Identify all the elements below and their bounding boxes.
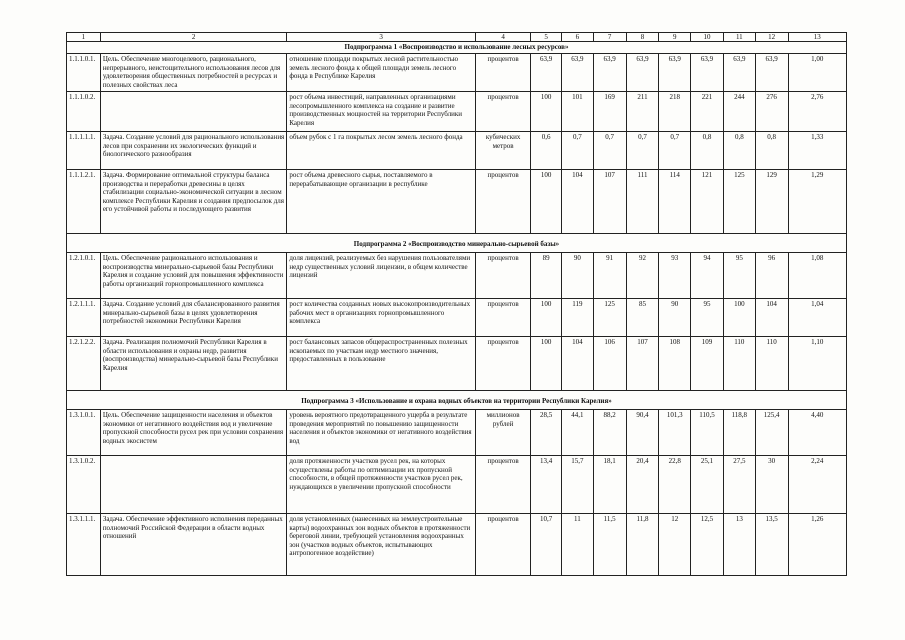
table-row [67, 410, 847, 456]
final-ratio: 1,08 [788, 253, 847, 299]
yearly-value: 0,8 [755, 132, 788, 170]
unit-of-measure: процентов [475, 514, 530, 576]
final-ratio: 1,33 [788, 132, 847, 170]
yearly-value: 63,9 [626, 54, 659, 92]
column-number: 8 [626, 33, 659, 42]
subprogram-heading-row [67, 42, 847, 54]
yearly-value: 90 [562, 253, 594, 299]
yearly-value: 63,9 [723, 54, 755, 92]
yearly-value: 44,1 [562, 410, 594, 456]
yearly-value: 89 [531, 253, 562, 299]
yearly-value: 93 [659, 253, 691, 299]
yearly-value: 0,7 [659, 132, 691, 170]
goal-text: Цель. Обеспечение многоцелевого, рационального, непрерывного, неистощительного использования лесов для удовлетворения общественных потребностей в ресурсах и полезных свойствах леса [100, 54, 287, 92]
unit-of-measure: процентов [475, 337, 530, 391]
yearly-value: 88,2 [593, 410, 626, 456]
table-row [67, 253, 847, 299]
yearly-value: 106 [593, 337, 626, 391]
goal-text: Цель. Обеспечение защищенности населения и объектов экономики от негативного воздействия вод и увеличение пропускной способности русел рек при условии сохранения водных экосистем [100, 410, 287, 456]
yearly-value: 0,7 [593, 132, 626, 170]
yearly-value: 12,5 [691, 514, 724, 576]
goal-text: Цель. Обеспечение рационального использования и воспроизводства минерально-сырьевой базы Республики Карелия и создание условий для повышения эффективности работы организаций горнопромышленного комплекса [100, 253, 287, 299]
unit-of-measure: процентов [475, 299, 530, 337]
indicator-name: рост балансовых запасов общераспространенных полезных ископаемых по участкам недр местного значения, предоставленных в пользование [287, 337, 476, 391]
yearly-value: 28,5 [531, 410, 562, 456]
indicator-name: доля установленных (нанесенных на землеустроительные карты) водоохранных зон водных объектов в протяженности береговой линии, требующей установления водоохранных зон (участков водных объектов, испытывающих антропогенное воздействие) [287, 514, 476, 576]
yearly-value: 104 [562, 337, 594, 391]
indicator-code: 1.2.1.1.1. [67, 299, 101, 337]
goal-text: Задача. Обеспечение эффективного исполнения переданных полномочий Российской Федерации в области водных отношений [100, 514, 287, 576]
yearly-value: 96 [755, 253, 788, 299]
indicator-code: 1.3.1.1.1. [67, 514, 101, 576]
column-number: 11 [723, 33, 755, 42]
yearly-value: 11,8 [626, 514, 659, 576]
table-row [67, 170, 847, 234]
goal-text: Задача. Создание условий для рационального использования лесов при сохранении их экологических функций и биологического разнообразия [100, 132, 287, 170]
yearly-value: 63,9 [659, 54, 691, 92]
yearly-value: 169 [593, 92, 626, 132]
yearly-value: 108 [659, 337, 691, 391]
yearly-value: 110 [755, 337, 788, 391]
subprogram-heading-row [67, 391, 847, 410]
final-ratio: 1,04 [788, 299, 847, 337]
yearly-value: 11,5 [593, 514, 626, 576]
yearly-value: 104 [562, 170, 594, 234]
column-number: 2 [100, 33, 287, 42]
table-row [67, 456, 847, 514]
indicator-code: 1.1.1.2.1. [67, 170, 101, 234]
yearly-value: 13 [723, 514, 755, 576]
yearly-value: 91 [593, 253, 626, 299]
yearly-value: 63,9 [531, 54, 562, 92]
indicator-code: 1.1.1.0.1. [67, 54, 101, 92]
yearly-value: 100 [531, 170, 562, 234]
indicator-code: 1.2.1.2.2. [67, 337, 101, 391]
yearly-value: 107 [593, 170, 626, 234]
yearly-value: 218 [659, 92, 691, 132]
yearly-value: 109 [691, 337, 724, 391]
yearly-value: 63,9 [691, 54, 724, 92]
indicator-name: уровень вероятного предотвращенного ущерба в результате проведения мероприятий по повышению защищенности населения и объектов экономики от негативного воздействия вод [287, 410, 476, 456]
goal-text [100, 456, 287, 514]
column-number-row [67, 33, 847, 42]
unit-of-measure: кубических метров [475, 132, 530, 170]
yearly-value: 100 [723, 299, 755, 337]
yearly-value: 125,4 [755, 410, 788, 456]
table-row [67, 299, 847, 337]
yearly-value: 107 [626, 337, 659, 391]
yearly-value: 114 [659, 170, 691, 234]
unit-of-measure: процентов [475, 54, 530, 92]
subprogram-title: Подпрограмма 1 «Воспроизводство и использование лесных ресурсов» [67, 42, 847, 54]
yearly-value: 121 [691, 170, 724, 234]
yearly-value: 94 [691, 253, 724, 299]
yearly-value: 0,6 [531, 132, 562, 170]
yearly-value: 90,4 [626, 410, 659, 456]
yearly-value: 15,7 [562, 456, 594, 514]
indicator-name: доля протяженности участков русел рек, на которых осуществлены работы по оптимизации их пропускной способности, в общей протяженности участков русел рек, нуждающихся в увеличении пропускной способности [287, 456, 476, 514]
yearly-value: 119 [562, 299, 594, 337]
table-row [67, 514, 847, 576]
yearly-value: 100 [531, 92, 562, 132]
yearly-value: 244 [723, 92, 755, 132]
final-ratio: 1,00 [788, 54, 847, 92]
indicator-name: объем рубок с 1 га покрытых лесом земель лесного фонда [287, 132, 476, 170]
goal-text: Задача. Создание условий для сбалансированного развития минерально-сырьевой базы в целях удовлетворения потребностей экономики Республики Карелия [100, 299, 287, 337]
yearly-value: 90 [659, 299, 691, 337]
table-row [67, 132, 847, 170]
column-number: 5 [531, 33, 562, 42]
indicator-name: рост объема древесного сырья, поставляемого в перерабатывающие организации в республике [287, 170, 476, 234]
indicator-code: 1.3.1.0.1. [67, 410, 101, 456]
column-number: 3 [287, 33, 476, 42]
unit-of-measure: миллионов рублей [475, 410, 530, 456]
yearly-value: 276 [755, 92, 788, 132]
indicators-table [66, 32, 847, 576]
yearly-value: 12 [659, 514, 691, 576]
column-number: 7 [593, 33, 626, 42]
yearly-value: 211 [626, 92, 659, 132]
column-number: 4 [475, 33, 530, 42]
table-row [67, 54, 847, 92]
yearly-value: 30 [755, 456, 788, 514]
yearly-value: 25,1 [691, 456, 724, 514]
subprogram-title: Подпрограмма 3 «Использование и охрана водных объектов на территории Республики Карелия» [67, 391, 847, 410]
yearly-value: 111 [626, 170, 659, 234]
yearly-value: 118,8 [723, 410, 755, 456]
indicator-name: доля лицензий, реализуемых без нарушения пользователями недр существенных условий лицензии, в общем количестве лицензий [287, 253, 476, 299]
yearly-value: 11 [562, 514, 594, 576]
subprogram-heading-row [67, 234, 847, 253]
indicator-name: рост количества созданных новых высокопроизводительных рабочих мест в организациях горнопромышленного комплекса [287, 299, 476, 337]
column-number: 12 [755, 33, 788, 42]
yearly-value: 20,4 [626, 456, 659, 514]
goal-text: Задача. Формирование оптимальной структуры баланса производства и переработки древесины в целях стабилизации социально-экономической ситуации в лесном комплексе Республики Карелия и создания предпосылок для его устойчивой работы и последующего развития [100, 170, 287, 234]
yearly-value: 92 [626, 253, 659, 299]
yearly-value: 101,3 [659, 410, 691, 456]
yearly-value: 101 [562, 92, 594, 132]
yearly-value: 104 [755, 299, 788, 337]
final-ratio: 2,76 [788, 92, 847, 132]
goal-text: Задача. Реализация полномочий Республики Карелия в области использования и охраны недр, развития (воспроизводства) минерально-сырьевой базы Республики Карелия [100, 337, 287, 391]
indicator-code: 1.3.1.0.2. [67, 456, 101, 514]
yearly-value: 125 [723, 170, 755, 234]
yearly-value: 0,7 [562, 132, 594, 170]
column-number: 1 [67, 33, 101, 42]
yearly-value: 100 [531, 337, 562, 391]
indicator-code: 1.1.1.0.2. [67, 92, 101, 132]
table-row [67, 337, 847, 391]
yearly-value: 221 [691, 92, 724, 132]
indicator-name: отношение площади покрытых лесной растительностью земель лесного фонда к общей площади земель лесного фонда в Республике Карелия [287, 54, 476, 92]
column-number: 9 [659, 33, 691, 42]
unit-of-measure: процентов [475, 456, 530, 514]
goal-text [100, 92, 287, 132]
yearly-value: 63,9 [755, 54, 788, 92]
table-row [67, 92, 847, 132]
yearly-value: 110 [723, 337, 755, 391]
yearly-value: 13,5 [755, 514, 788, 576]
yearly-value: 63,9 [593, 54, 626, 92]
yearly-value: 13,4 [531, 456, 562, 514]
yearly-value: 10,7 [531, 514, 562, 576]
yearly-value: 22,8 [659, 456, 691, 514]
yearly-value: 18,1 [593, 456, 626, 514]
yearly-value: 63,9 [562, 54, 594, 92]
yearly-value: 129 [755, 170, 788, 234]
yearly-value: 85 [626, 299, 659, 337]
yearly-value: 95 [723, 253, 755, 299]
indicator-code: 1.2.1.0.1. [67, 253, 101, 299]
final-ratio: 1,10 [788, 337, 847, 391]
yearly-value: 95 [691, 299, 724, 337]
yearly-value: 0,8 [723, 132, 755, 170]
unit-of-measure: процентов [475, 253, 530, 299]
subprogram-title: Подпрограмма 2 «Воспроизводство минерально-сырьевой базы» [67, 234, 847, 253]
column-number: 6 [562, 33, 594, 42]
yearly-value: 0,8 [691, 132, 724, 170]
yearly-value: 27,5 [723, 456, 755, 514]
final-ratio: 4,40 [788, 410, 847, 456]
final-ratio: 2,24 [788, 456, 847, 514]
unit-of-measure: процентов [475, 170, 530, 234]
yearly-value: 0,7 [626, 132, 659, 170]
indicator-code: 1.1.1.1.1. [67, 132, 101, 170]
yearly-value: 100 [531, 299, 562, 337]
column-number: 13 [788, 33, 847, 42]
yearly-value: 110,5 [691, 410, 724, 456]
indicator-name: рост объема инвестиций, направленных организациями лесопромышленного комплекса на создание и развитие производственных мощностей на территории Республики Карелия [287, 92, 476, 132]
column-number: 10 [691, 33, 724, 42]
final-ratio: 1,26 [788, 514, 847, 576]
unit-of-measure: процентов [475, 92, 530, 132]
yearly-value: 125 [593, 299, 626, 337]
final-ratio: 1,29 [788, 170, 847, 234]
